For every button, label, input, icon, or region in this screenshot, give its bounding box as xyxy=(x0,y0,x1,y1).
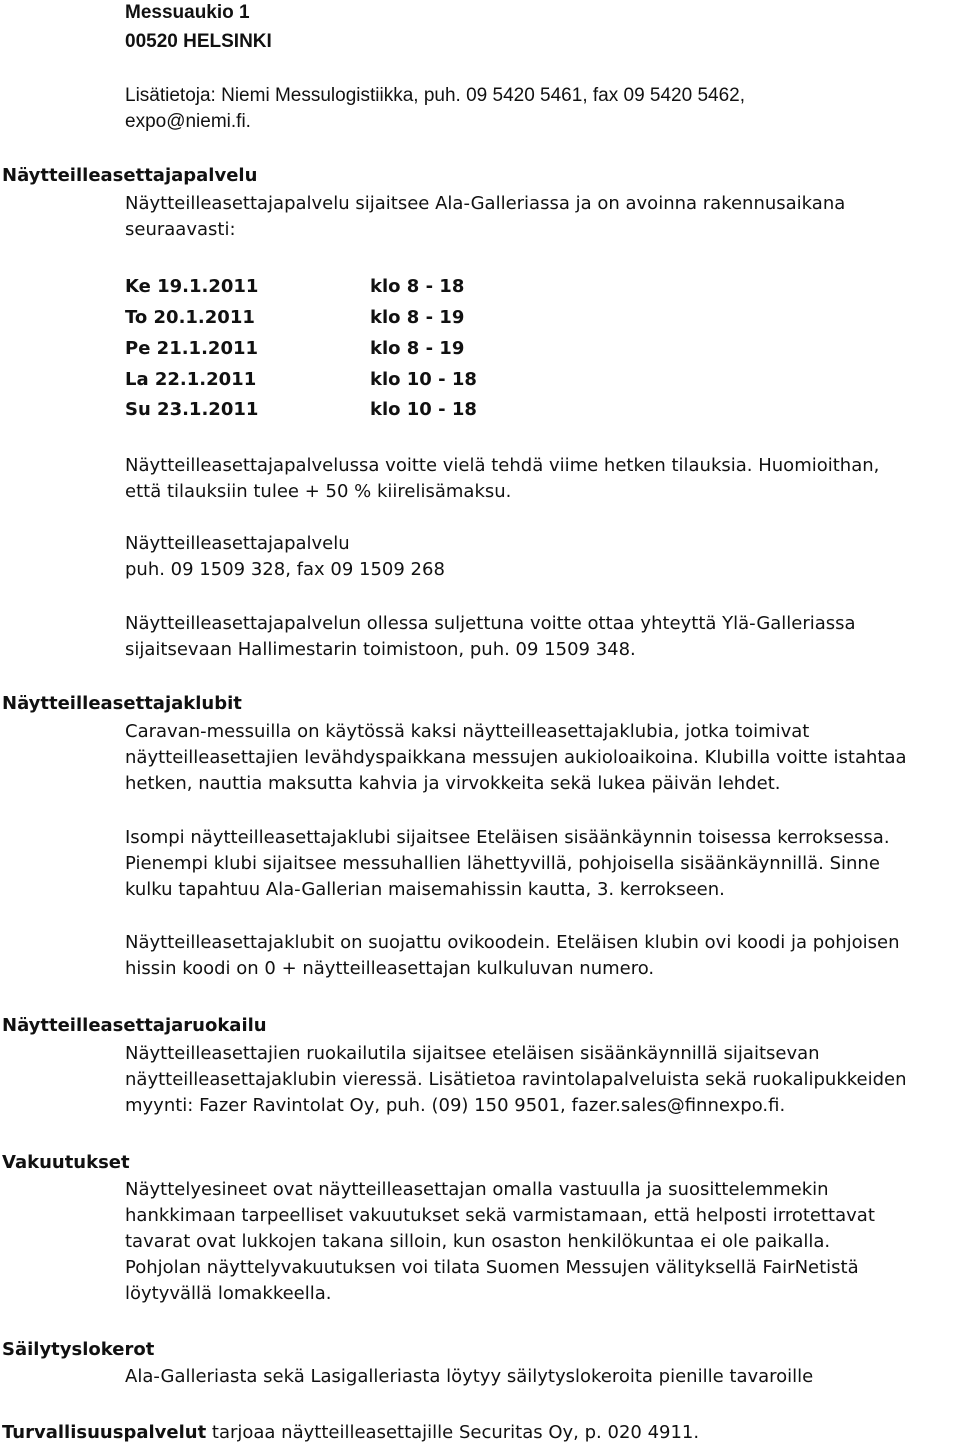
schedule-time: klo 8 - 18 xyxy=(370,276,465,297)
info-line-2: expo@niemi.fi. xyxy=(125,111,251,132)
address-line-1: Messuaukio 1 xyxy=(125,2,250,23)
info-line-1: Lisätietoja: Niemi Messulogistiikka, puh. 09 5420 5461, fax 09 5420 5462, xyxy=(125,85,746,106)
vakuutukset-line-5: löytyvällä lomakkeella. xyxy=(125,1283,332,1304)
klubit-p1-line-3: hetken, nauttia maksutta kahvia ja virvokkeita sekä lukea päivän lehdet. xyxy=(125,773,781,794)
section-heading-klubit: Näytteilleasettajaklubit xyxy=(2,693,242,714)
ruokailu-line-3: myynti: Fazer Ravintolat Oy, puh. (09) 150 9501, fazer.sales@finnexpo.fi. xyxy=(125,1095,786,1116)
klubit-p2-line-3: kulku tapahtuu Ala-Gallerian maisemahissin kautta, 3. kerrokseen. xyxy=(125,879,725,900)
klubit-p2-line-2: Pienempi klubi sijaitsee messuhallien lähettyvillä, pohjoisella sisäänkäynnillä. Sinne xyxy=(125,853,880,874)
palvelu-intro-line-2: seuraavasti: xyxy=(125,219,236,240)
closed-line-2: sijaitsevaan Hallimestarin toimistoon, puh. 09 1509 348. xyxy=(125,639,636,660)
section-heading-vakuutukset: Vakuutukset xyxy=(2,1152,130,1173)
turvallisuus-heading: Turvallisuuspalvelut xyxy=(2,1422,207,1443)
schedule-day: Ke 19.1.2011 xyxy=(125,276,259,297)
klubit-p3-line-2: hissin koodi on 0 + näytteilleasettajan kulkuluvan numero. xyxy=(125,958,655,979)
section-heading-sailytys: Säilytyslokerot xyxy=(2,1339,155,1360)
schedule-day: La 22.1.2011 xyxy=(125,369,257,390)
vakuutukset-line-3: tavarat ovat lukkojen takana silloin, kun osaston henkilökuntaa ei ole paikalla. xyxy=(125,1231,831,1252)
klubit-p3-line-1: Näytteilleasettajaklubit on suojattu ovikoodein. Eteläisen klubin ovi koodi ja pohjoisen xyxy=(125,932,900,953)
closed-line-1: Näytteilleasettajapalvelun ollessa suljettuna voitte ottaa yhteyttä Ylä-Galleriassa xyxy=(125,613,856,634)
klubit-p2-line-1: Isompi näytteilleasettajaklubi sijaitsee Eteläisen sisäänkäynnin toisessa kerroksessa. xyxy=(125,827,890,848)
orders-line-1: Näytteilleasettajapalvelussa voitte vielä tehdä viime hetken tilauksia. Huomioithan, xyxy=(125,455,880,476)
ruokailu-line-2: näytteilleasettajaklubin vieressä. Lisätietoa ravintolapalveluista sekä ruokalipukkeiden xyxy=(125,1069,907,1090)
schedule-day: To 20.1.2011 xyxy=(125,307,255,328)
schedule-day: Pe 21.1.2011 xyxy=(125,338,259,359)
palvelu-intro-line-1: Näytteilleasettajapalvelu sijaitsee Ala-Galleriassa ja on avoinna rakennusaikana xyxy=(125,193,846,214)
section-heading-palvelu: Näytteilleasettajapalvelu xyxy=(2,165,258,186)
klubit-p1-line-2: näytteilleasettajien levähdyspaikkana messujen aukioloaikoina. Klubilla voitte istahtaa xyxy=(125,747,907,768)
section-heading-ruokailu: Näytteilleasettajaruokailu xyxy=(2,1015,267,1036)
ruokailu-line-1: Näytteilleasettajien ruokailutila sijaitsee eteläisen sisäänkäynnillä sijaitsevan xyxy=(125,1043,820,1064)
schedule-time: klo 8 - 19 xyxy=(370,338,465,359)
orders-line-2: että tilauksiin tulee + 50 % kiirelisämaksu. xyxy=(125,481,512,502)
contact-phone: puh. 09 1509 328, fax 09 1509 268 xyxy=(125,559,445,580)
schedule-time: klo 8 - 19 xyxy=(370,307,465,328)
vakuutukset-line-1: Näyttelyesineet ovat näytteilleasettajan omalla vastuulla ja suosittelemmekin xyxy=(125,1179,829,1200)
klubit-p1-line-1: Caravan-messuilla on käytössä kaksi näytteilleasettajaklubia, jotka toimivat xyxy=(125,721,810,742)
schedule-day: Su 23.1.2011 xyxy=(125,399,259,420)
vakuutukset-line-2: hankkimaan tarpeelliset vakuutukset sekä varmistamaan, että helposti irrotettavat xyxy=(125,1205,875,1226)
sailytys-line-1: Ala-Galleriasta sekä Lasigalleriasta löytyy säilytyslokeroita pienille tavaroille xyxy=(125,1366,814,1387)
vakuutukset-line-4: Pohjolan näyttelyvakuutuksen voi tilata Suomen Messujen välityksellä FairNetistä xyxy=(125,1257,859,1278)
address-line-2: 00520 HELSINKI xyxy=(125,31,272,52)
turvallisuus-text: tarjoaa näytteilleasettajille Securitas Oy, p. 020 4911. xyxy=(206,1422,700,1443)
schedule-time: klo 10 - 18 xyxy=(370,369,477,390)
turvallisuus-paragraph xyxy=(2,1420,699,1446)
contact-name: Näytteilleasettajapalvelu xyxy=(125,533,350,554)
schedule-time: klo 10 - 18 xyxy=(370,399,477,420)
